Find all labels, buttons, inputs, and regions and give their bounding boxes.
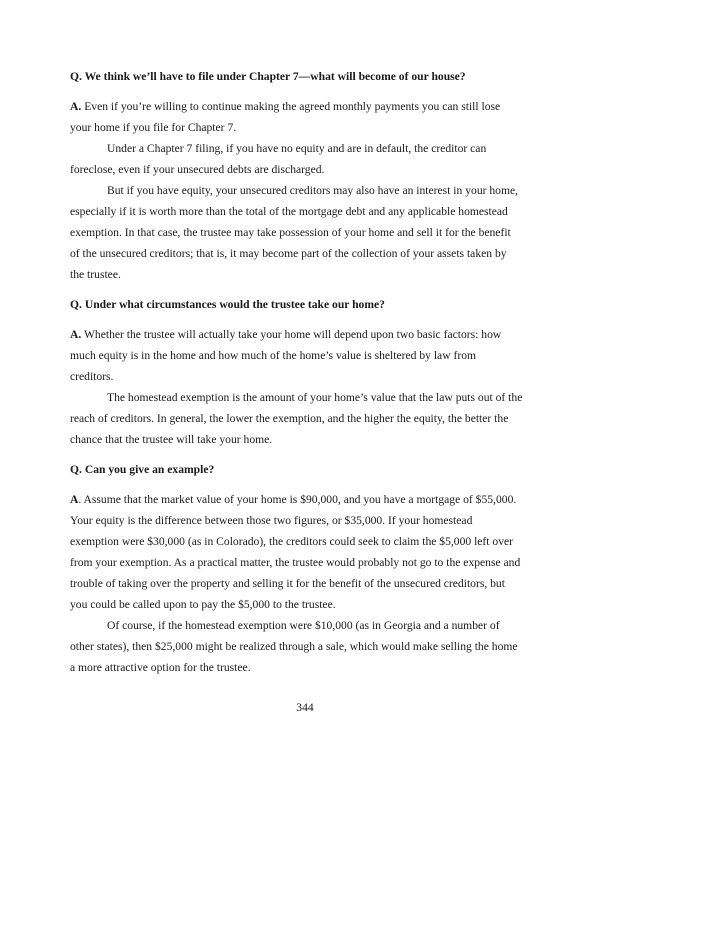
answer-3-line-3: exemption were $30,000 (as in Colorado), the creditors could seek to claim the $5,000 left over [70, 535, 514, 548]
answer-3-line-5: trouble of taking over the property and selling it for the benefit of the unsecured creditors, but [70, 577, 505, 590]
answer-2-line-4: The homestead exemption is the amount of your home’s value that the law puts out of the [107, 391, 523, 404]
page-content [70, 66, 550, 678]
answer-2-line-5: reach of creditors. In general, the lower the exemption, and the higher the equity, the better the [70, 412, 509, 425]
answer-3-line-4: from your exemption. As a practical matter, the trustee would probably not go to the expense and [70, 556, 521, 569]
question-3: Q. Can you give an example? [70, 463, 215, 476]
answer-3-line-7: Of course, if the homestead exemption were $10,000 (as in Georgia and a number of [107, 619, 500, 632]
answer-1-line-6: especially if it is worth more than the total of the mortgage debt and any applicable homestead [70, 205, 508, 218]
answer-1-line-3: Under a Chapter 7 filing, if you have no equity and are in default, the creditor can [107, 142, 487, 155]
answer-1-line-5: But if you have equity, your unsecured creditors may also have an interest in your home, [107, 184, 519, 197]
answer-label: A. [70, 100, 82, 113]
answer-1-line-9: the trustee. [70, 268, 121, 281]
answer-2-line-6: chance that the trustee will take your home. [70, 433, 273, 446]
question-1: Q. We think we’ll have to file under Chapter 7—what will become of our house? [70, 70, 466, 83]
page-number: 344 [296, 701, 314, 714]
answer-1-line-1: A. Even if you’re willing to continue making the agreed monthly payments you can still lose [70, 100, 501, 113]
answer-3-line-6: you could be called upon to pay the $5,000 to the trustee. [70, 598, 336, 611]
answer-1-line-8: of the unsecured creditors; that is, it may become part of the collection of your assets taken by [70, 247, 507, 260]
answer-3-line-1: A. Assume that the market value of your home is $90,000, and you have a mortgage of $55,000. [70, 493, 517, 506]
answer-label: A [70, 493, 79, 506]
answer-2-line-2: much equity is in the home and how much of the home’s value is sheltered by law from [70, 349, 477, 362]
question-2: Q. Under what circumstances would the trustee take our home? [70, 298, 385, 311]
answer-2-line-1: A. Whether the trustee will actually take your home will depend upon two basic factors: how [70, 328, 502, 341]
answer-label: A. [70, 328, 82, 341]
answer-2-line-3: creditors. [70, 370, 114, 383]
answer-3-line-2: Your equity is the difference between those two figures, or $35,000. If your homestead [70, 514, 473, 527]
answer-1-line-2: your home if you file for Chapter 7. [70, 121, 237, 134]
answer-1-line-7: exemption. In that case, the trustee may take possession of your home and sell it for the benefit [70, 226, 511, 239]
answer-3-line-9: a more attractive option for the trustee. [70, 661, 251, 674]
answer-3-line-8: other states), then $25,000 might be realized through a sale, which would make selling the home [70, 640, 518, 653]
answer-1-line-4: foreclose, even if your unsecured debts are discharged. [70, 163, 325, 176]
